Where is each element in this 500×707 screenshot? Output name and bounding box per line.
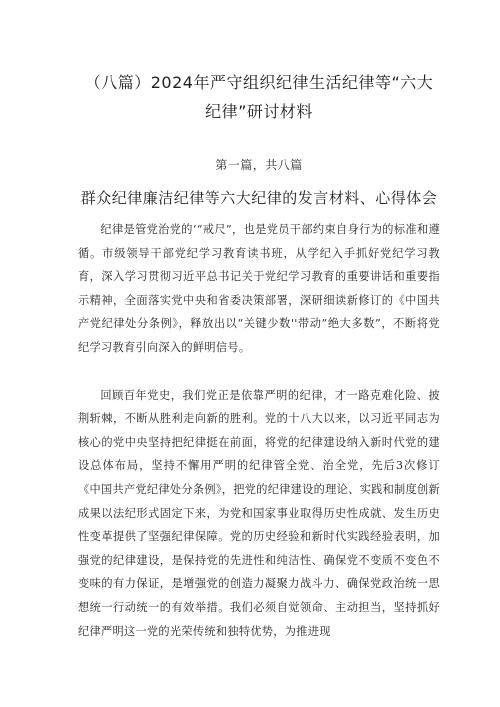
body-paragraph-2: 回顾百年党史，我们党正是依靠严明的纪律，才一路克难化险、披荆斩棘，不断从胜利走向新的胜利。党的十八大以来，以习近平同志为核心的党中央坚持把纪律挺在前面，将党的纪律建设纳入新时代党的建设总体布局，坚持不懈用严明的纪律管全党、治全党，先后3次修订《中国共产党纪律处分条例》，把党的纪律建设的理论、实践和制度创新成果以法纪形式固定下来，为党和国家事业取得历史性成就、发生历史性变革提供了坚强纪律保障。党的历史经验和新时代实践经验表明，加强党的纪律建设，是保持党的先进性和纯洁性、确保党不变质不变色不变味的有力保证，是增强党的创造力凝聚力战斗力、确保党政治统一思想统一行动统一的有效举措。我们必须自觉领命、主动担当，坚持抓好纪律严明这一党的光荣传统和独特优势，为推进现 [78,388,441,638]
part-label: 第一篇，共八篇 [215,158,303,172]
body-paragraph-1: 纪律是管党治党的‘“戒尺”，也是党员干部约束自身行为的标准和遵循。市级领导干部党纪学习教育读书班，从学纪入手抓好党纪学习教育，深入学习贯彻习近平总书记关于党纪学习教育的重要讲话和重要指示精神，全面落实党中央和省委决策部署，深研细读新修订的《中国共产党纪律处分条例》，释放出以“关键少数''带动”绝大多数”，不断将党纪学习教育引向深入的鲜明信号。 [78,223,440,354]
section-title: 群众纪律廉洁纪律等六大纪律的发言材料、心得体会 [80,189,438,207]
document-title: （八篇）2024年严守组织纪律生活纪律等“六大纪律”研讨材料 [84,73,434,121]
